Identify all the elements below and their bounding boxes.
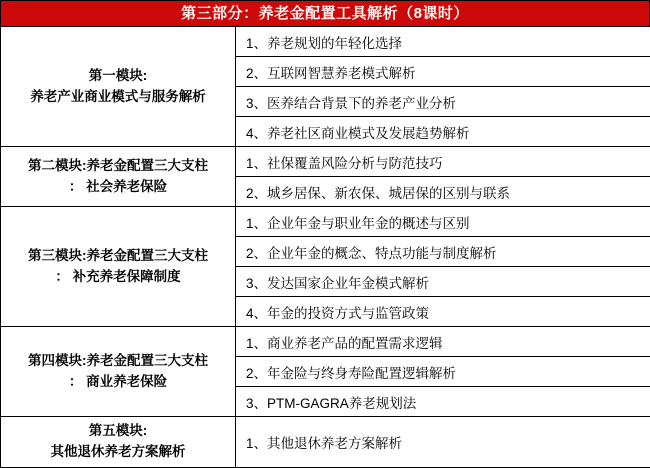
module-title-line: 第三模块:养老金配置三大支柱 bbox=[7, 246, 229, 267]
topic-item: 1、商业养老产品的配置需求逻辑 bbox=[236, 327, 650, 357]
module-title-1 bbox=[1, 27, 236, 147]
module-title-line: 第一模块: bbox=[7, 66, 229, 87]
table-row bbox=[1, 327, 650, 357]
topic-item: 2、城乡居保、新农保、城居保的区别与联系 bbox=[236, 177, 650, 207]
topic-item: 3、PTM-GAGRA养老规划法 bbox=[236, 387, 650, 417]
topic-item: 3、医养结合背景下的养老产业分析 bbox=[236, 87, 650, 117]
module-title-4 bbox=[1, 327, 236, 417]
module-title-line: ： 社会养老保险 bbox=[7, 177, 229, 198]
module-title-line: 第四模块:养老金配置三大支柱 bbox=[7, 351, 229, 372]
table-row bbox=[1, 147, 650, 177]
module-title-line: 养老产业商业模式与服务解析 bbox=[7, 87, 229, 108]
module-title-5 bbox=[1, 417, 236, 468]
module-title-line: ： 补充养老保障制度 bbox=[7, 267, 229, 288]
topic-item: 4、养老社区商业模式及发展趋势解析 bbox=[236, 117, 650, 147]
topic-item: 2、年金险与终身寿险配置逻辑解析 bbox=[236, 357, 650, 387]
module-title-3 bbox=[1, 207, 236, 327]
table-row bbox=[1, 27, 650, 57]
topic-item: 1、社保覆盖风险分析与防范技巧 bbox=[236, 147, 650, 177]
topic-item: 2、企业年金的概念、特点功能与制度解析 bbox=[236, 237, 650, 267]
topic-item: 2、互联网智慧养老模式解析 bbox=[236, 57, 650, 87]
topic-item: 3、发达国家企业年金模式解析 bbox=[236, 267, 650, 297]
topic-item: 4、年金的投资方式与监管政策 bbox=[236, 297, 650, 327]
module-title-line: ： 商业养老保险 bbox=[7, 372, 229, 393]
outline-body bbox=[0, 26, 650, 468]
topic-item: 1、企业年金与职业年金的概述与区别 bbox=[236, 207, 650, 237]
topic-item: 1、其他退休养老方案解析 bbox=[236, 417, 650, 468]
module-title-line: 其他退休养老方案解析 bbox=[7, 442, 229, 463]
table-row bbox=[1, 207, 650, 237]
topic-item: 1、养老规划的年轻化选择 bbox=[236, 27, 650, 57]
table-row bbox=[1, 417, 650, 468]
table-header-title: 第三部分：养老金配置工具解析（8课时） bbox=[0, 0, 650, 26]
module-title-line: 第五模块: bbox=[7, 421, 229, 442]
module-title-line: 第二模块:养老金配置三大支柱 bbox=[7, 156, 229, 177]
module-title-2 bbox=[1, 147, 236, 207]
